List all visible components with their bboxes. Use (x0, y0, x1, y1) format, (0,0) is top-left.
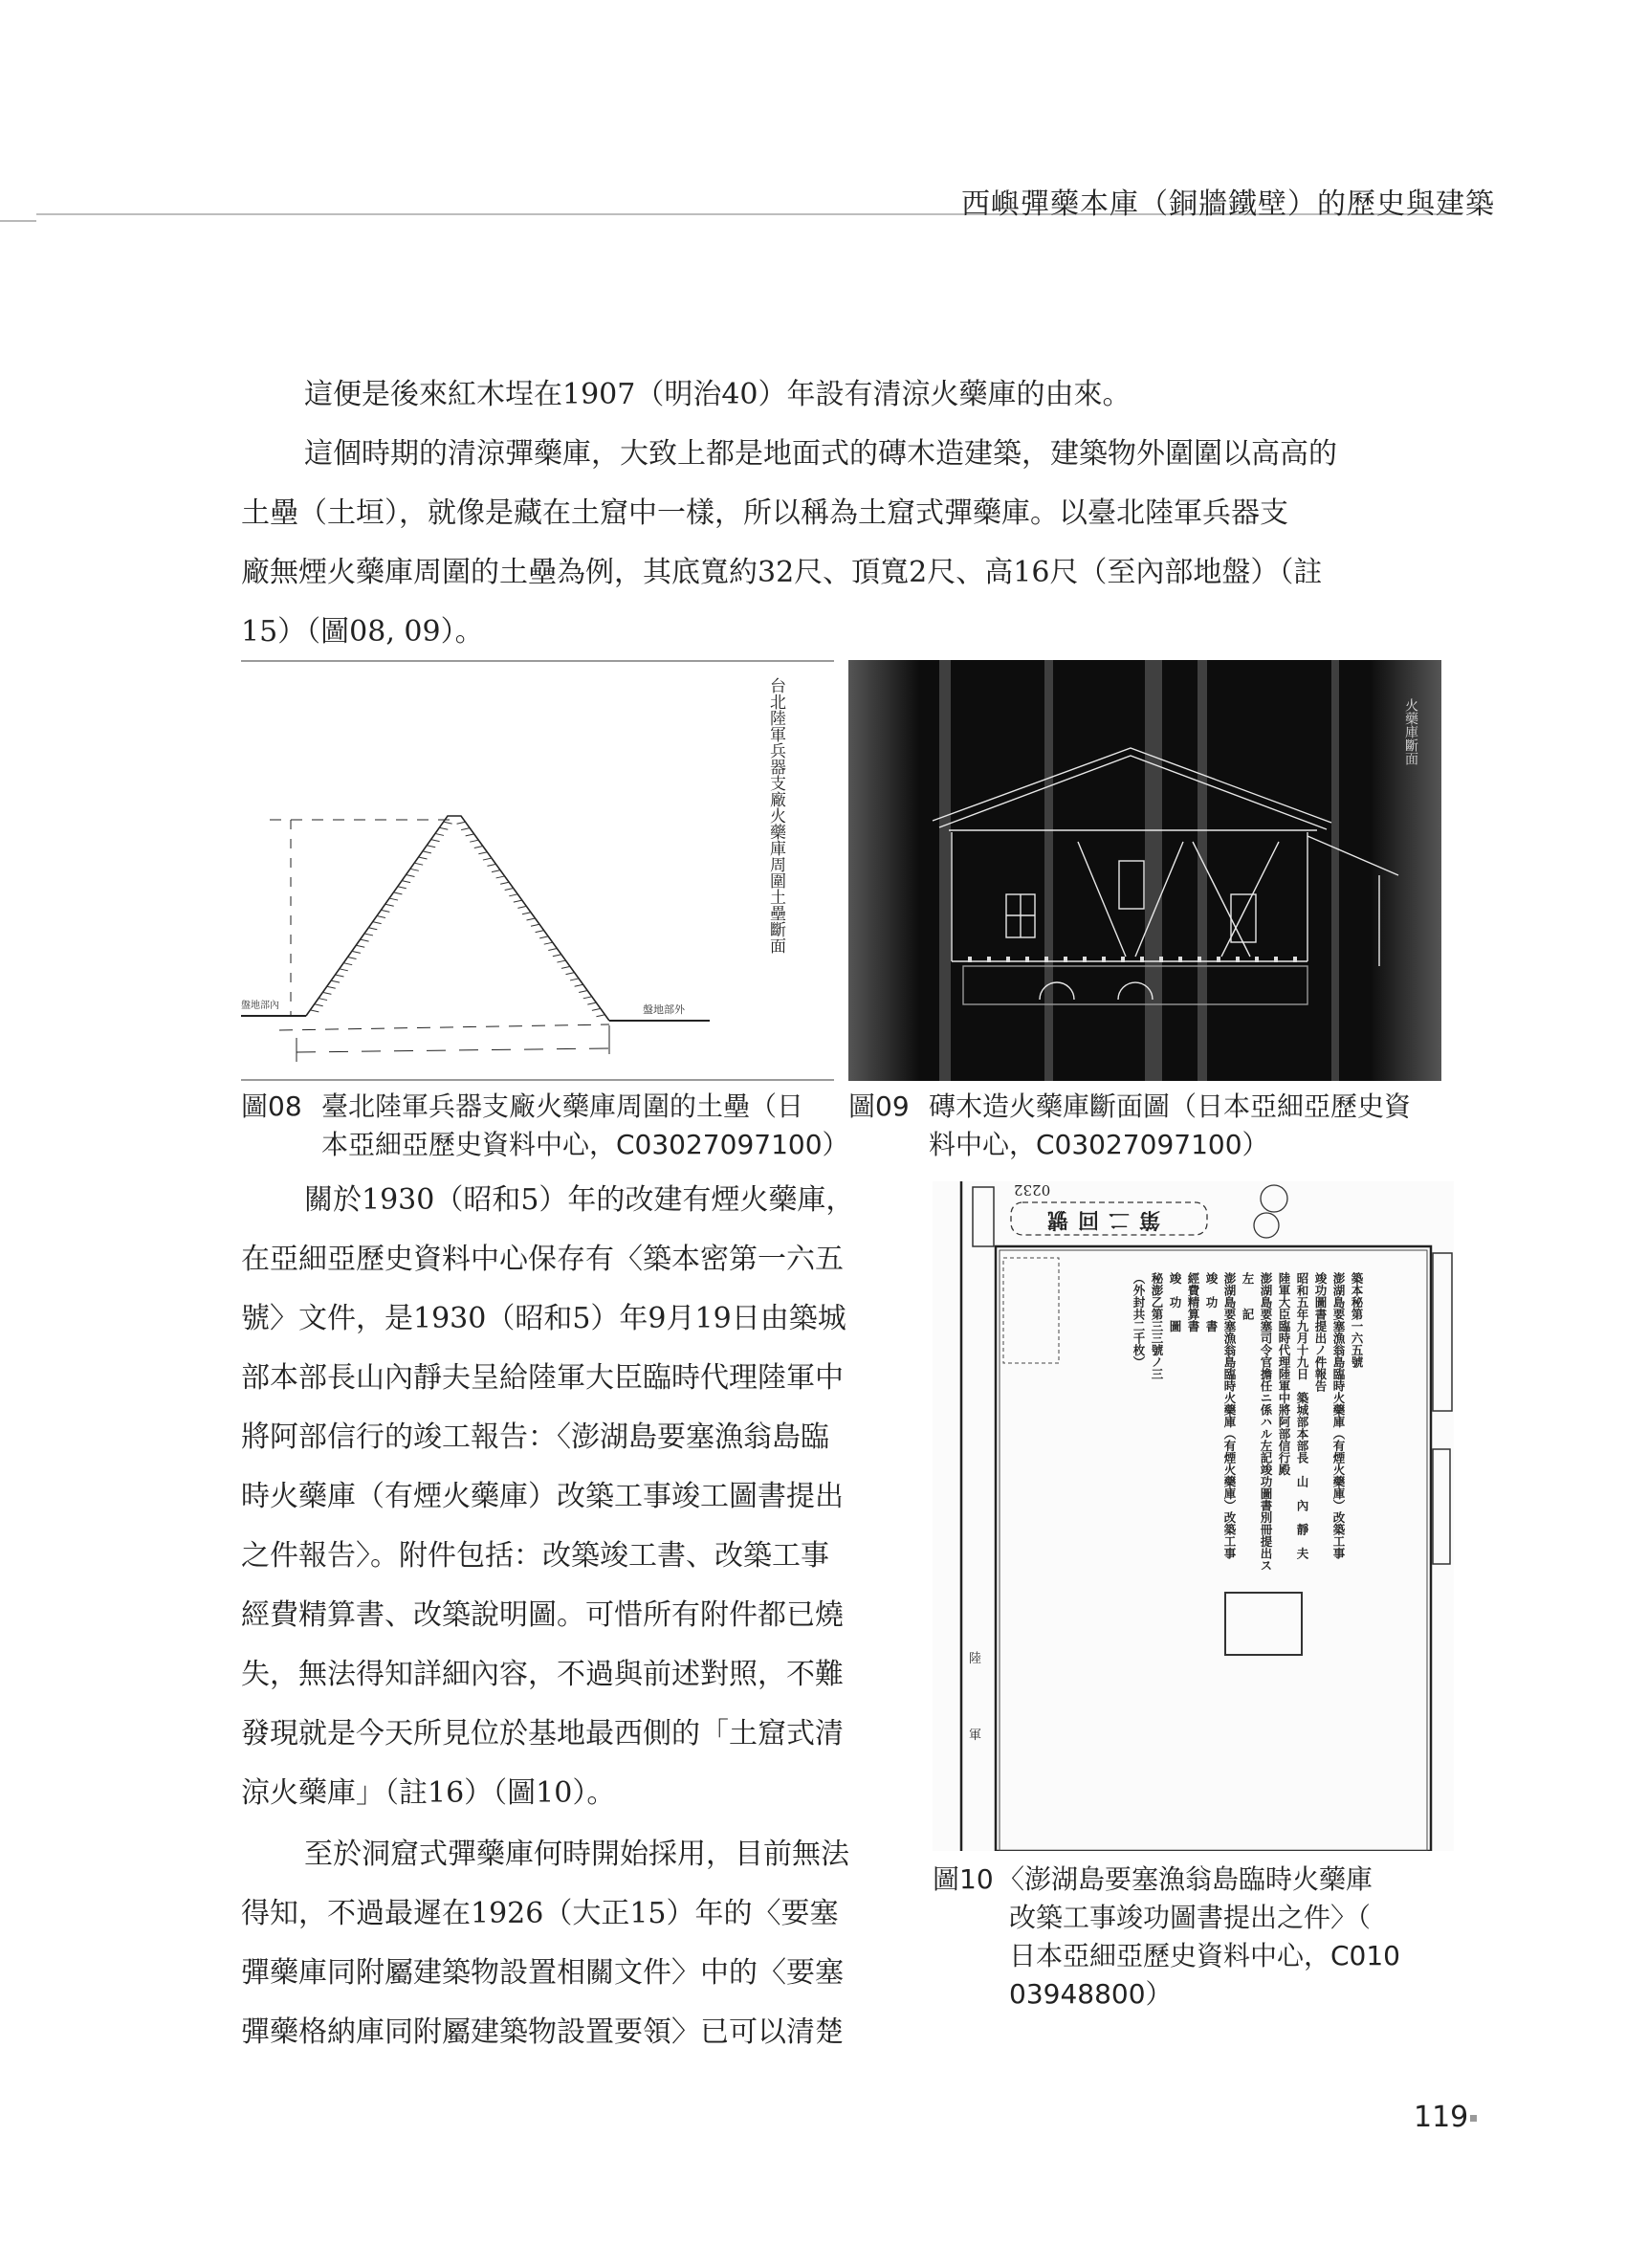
hatch-mark (587, 1002, 596, 1004)
hatch-mark (343, 963, 352, 965)
paragraph-2 (241, 425, 1451, 662)
hatch-mark (364, 934, 373, 936)
hatch-mark (500, 882, 509, 884)
document-column: 經費精算書 (1186, 1272, 1200, 1332)
hatch-mark (561, 966, 570, 968)
earthwork-drawing (241, 660, 834, 1081)
caption-text-line: 日本亞細亞歷史資料中心，C010 (1009, 1940, 1400, 1971)
side-mark: 陸 (969, 1652, 982, 1666)
paragraph-1 (241, 365, 1451, 425)
caption-label: 圖09 (848, 1090, 910, 1122)
hatch-mark (361, 939, 369, 941)
magazine-section-drawing (848, 660, 1441, 1081)
text-line: 這個時期的清涼彈藥庫，大致上都是地面式的磚木造建築，建築物外圍圍以高高的 (304, 437, 1337, 471)
caption-label: 圖08 (241, 1090, 302, 1122)
hatch-mark (410, 869, 419, 870)
hatch-mark (340, 969, 348, 971)
hatch-mark (470, 840, 478, 842)
hatch-mark (527, 918, 536, 920)
running-header-title: 西嶼彈藥本庫（銅牆鐵壁）的歷史與建築 (961, 187, 1495, 221)
hatch-mark (393, 892, 402, 894)
document-column: 竣 功 圖 (1168, 1272, 1182, 1332)
hatch-mark (435, 833, 444, 835)
text-line: 得知，不過最遲在1926（大正15）年的〈要塞 (241, 1897, 839, 1930)
hatch-mark (596, 1015, 604, 1017)
hatch-mark (431, 840, 440, 842)
document-column: 竣功圖書提出ノ件報告 (1313, 1272, 1328, 1392)
hatch-mark (496, 876, 505, 878)
hatch-mark (509, 894, 517, 896)
hatch-mark (398, 887, 406, 889)
caption-text-line: 〈澎湖島要塞漁翁島臨時火藥庫 (998, 1863, 1373, 1895)
hatch-mark (457, 822, 466, 824)
inner-ground-label: 盤地部內 (241, 1001, 279, 1011)
hatch-mark (579, 991, 587, 993)
document-column: 左 記 (1241, 1272, 1255, 1320)
hatch-mark (553, 955, 561, 957)
caption-text-line: 磚木造火藥庫斷面圖（日本亞細亞歷史資 (929, 1090, 1412, 1122)
document-body (1066, 1272, 1363, 1770)
text-line: 土壘（土垣），就像是藏在土窟中一樣，所以稱為土窟式彈藥庫。以臺北陸軍兵器支 (241, 496, 1288, 530)
figure-09-magazine-section (848, 660, 1441, 1081)
document-column: （外封共二千枚） (1132, 1272, 1146, 1368)
text-line: 關於1930（昭和5）年的改建有煙火藥庫， (304, 1183, 855, 1217)
hatch-mark (423, 851, 431, 853)
text-line: 將阿部信行的竣工報告：〈澎湖島要塞漁翁島臨 (241, 1420, 829, 1454)
hatch-mark (319, 999, 327, 1001)
caption-figure-09 (848, 1088, 1451, 1166)
hatch-mark (414, 863, 423, 865)
hatch-mark (322, 992, 331, 994)
caption-label: 圖10 (933, 1863, 994, 1895)
hatch-mark (402, 881, 410, 883)
hatch-mark (557, 960, 565, 962)
text-line: 15）（圖08, 09）。 (241, 615, 484, 649)
hatch-mark (566, 973, 575, 975)
paragraph-3 (241, 1171, 901, 1823)
hatch-mark (583, 997, 592, 999)
header-rule-left (0, 220, 36, 222)
hatch-mark (373, 922, 382, 924)
hatch-mark (570, 979, 579, 980)
hatch-mark (315, 1004, 323, 1006)
slope-hatching (310, 822, 604, 1017)
caption-figure-08 (241, 1088, 849, 1166)
side-mark: 軍 (969, 1729, 982, 1743)
text-line: 經費精算書、改築說明圖。可惜所有附件都已燒 (241, 1598, 844, 1632)
hatch-mark (368, 928, 377, 930)
text-line: 時火藥庫（有煙火藥庫）改築工事竣工圖書提出 (241, 1480, 844, 1513)
figure-08-earthwork-section (241, 660, 834, 1071)
hatch-mark (389, 898, 398, 900)
hatch-mark (505, 889, 514, 891)
document-column: 澎湖島要塞漁翁島臨時火藥庫（有煙火藥庫）改築工事 (1331, 1272, 1346, 1559)
drawing-title-vertical: 火藥庫斷面 (1403, 698, 1418, 765)
base-dimension (297, 1048, 609, 1052)
hatch-mark (536, 931, 544, 933)
text-line: 在亞細亞歷史資料中心保存有〈築本密第一六五 (241, 1243, 844, 1276)
hatch-mark (335, 975, 343, 977)
outer-ground-label: 盤地部外 (643, 1003, 685, 1016)
document-number: 0232 (1014, 1181, 1051, 1199)
hatch-mark (548, 948, 557, 950)
hatch-mark (461, 828, 470, 830)
hatch-mark (327, 986, 336, 988)
hatch-mark (356, 945, 364, 947)
text-line: 廠無煙火藥庫周圍的土壘為例，其底寬約32尺、頂寬2尺、高16尺（至內部地盤）（註 (241, 556, 1323, 589)
hatch-mark (531, 924, 539, 926)
hatch-mark (544, 942, 553, 944)
hatch-mark (419, 857, 428, 859)
document-column: 秘澎乙第三三號ノ三 (1150, 1272, 1164, 1380)
hatch-mark (522, 913, 531, 914)
hatch-mark (483, 858, 492, 860)
hatch-mark (592, 1008, 601, 1010)
caption-figure-10 (933, 1861, 1454, 2018)
figure-10-archival-document (933, 1181, 1454, 1851)
hatch-mark (466, 834, 474, 836)
hatch-mark (331, 980, 340, 982)
text-line: 號〉文件，是1930（昭和5）年9月19日由築城 (241, 1302, 846, 1335)
caption-text-line: 03948800） (1009, 1978, 1173, 2010)
earthwork-outline (306, 816, 609, 1021)
hatch-mark (381, 910, 389, 912)
hatch-mark (427, 846, 435, 848)
text-line: 部本部長山內靜夫呈給陸軍大臣臨時代理陸軍中 (241, 1361, 844, 1395)
document-column: 築本秘第一六五號 (1350, 1272, 1364, 1368)
hatch-mark (439, 827, 448, 829)
hatch-mark (487, 864, 495, 866)
text-line: 至於洞窟式彈藥庫何時開始採用，目前無法 (304, 1838, 849, 1871)
hatch-mark (348, 958, 357, 959)
text-line: 涼火藥庫」（註16）（圖10）。 (241, 1776, 616, 1810)
paragraph-4 (241, 1825, 901, 2062)
text-line: 發現就是今天所見位於基地最西側的「土窟式清 (241, 1717, 844, 1751)
text-line: 失，無法得知詳細內容，不過與前述對照，不難 (241, 1658, 844, 1691)
hatch-mark (478, 852, 487, 854)
hatch-mark (406, 874, 414, 876)
document-column: 竣 功 書 (1204, 1272, 1219, 1332)
document-stamp: 第二回號 (1038, 1207, 1161, 1232)
hatch-mark (310, 1010, 319, 1012)
hatch-mark (539, 936, 548, 938)
hatch-mark (377, 916, 385, 918)
document-column: 澎湖島要塞漁翁島臨時火藥庫（有煙火藥庫）改築工事 (1222, 1272, 1237, 1559)
hatch-mark (575, 984, 583, 986)
hatch-mark (517, 906, 526, 908)
document-column: 昭和五年九月十九日 築城部本部長 山 內 靜 夫 (1295, 1272, 1309, 1559)
base-dashed-line (279, 1024, 609, 1030)
caption-text-line: 改築工事竣功圖書提出之件〉（ (1009, 1902, 1372, 1933)
figure-rule-bottom (241, 1079, 834, 1081)
hatch-mark (352, 951, 361, 953)
text-line: 彈藥庫同附屬建築物設置相關文件〉中的〈要塞 (241, 1956, 844, 1990)
hatch-mark (444, 822, 452, 824)
page-number-square-icon (1470, 2115, 1477, 2122)
document-column: 陸軍大臣臨時代理陸軍中將阿部信行殿 (1277, 1272, 1291, 1476)
text-line: 這便是後來紅木埕在1907（明治40）年設有清涼火藥庫的由來。 (304, 378, 1132, 411)
caption-text-line: 料中心，C03027097100） (929, 1129, 1269, 1160)
caption-text-line: 本亞細亞歷史資料中心，C03027097100） (321, 1129, 849, 1160)
text-line: 之件報告〉。附件包括：改築竣工書、改築工事 (241, 1539, 829, 1573)
hatch-mark (492, 870, 500, 872)
text-line: 彈藥格納庫同附屬建築物設置要領〉已可以清楚 (241, 2015, 844, 2049)
drawing-title-vertical: 台北陸軍兵器支廠火藥庫周圍土壘斷面 (766, 677, 785, 954)
caption-text-line: 臺北陸軍兵器支廠火藥庫周圍的土壘（日 (321, 1090, 804, 1122)
hatch-mark (474, 846, 483, 848)
document-column: 澎湖島要塞司令官擔任ニ係ハル左記竣功圖書別冊提出ス (1259, 1272, 1273, 1572)
hatch-mark (385, 904, 394, 906)
page-number: 119 (1414, 2101, 1469, 2134)
hatch-mark (514, 900, 522, 902)
